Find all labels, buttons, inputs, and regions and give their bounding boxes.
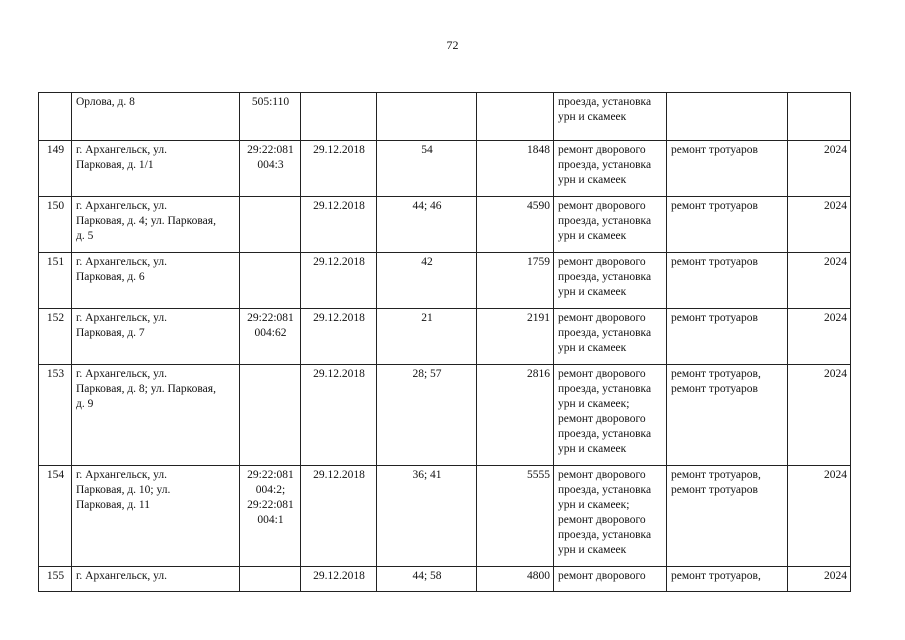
apartments-cell: 44; 46 (377, 197, 477, 253)
improvement-registry-table (38, 92, 851, 592)
area-cell: 1759 (477, 253, 554, 309)
table-row (39, 93, 851, 141)
table-row (39, 309, 851, 365)
cadastral-number-cell: 505:110 (240, 93, 301, 141)
apartments-cell: 44; 58 (377, 567, 477, 592)
cadastral-number-cell: 29:22:081 004:3 (240, 141, 301, 197)
sidewalk-works-cell: ремонт тротуаров (667, 253, 788, 309)
table-row (39, 567, 851, 592)
sidewalk-works-cell: ремонт тротуаров (667, 197, 788, 253)
table-row (39, 466, 851, 567)
yard-works-cell: проезда, установка урн и скамеек (554, 93, 667, 141)
yard-works-cell: ремонт дворового (554, 567, 667, 592)
year-cell: 2024 (788, 253, 851, 309)
area-cell: 4800 (477, 567, 554, 592)
address-cell: г. Архангельск, ул. Парковая, д. 8; ул. Парковая, д. 9 (72, 365, 240, 466)
address-cell: г. Архангельск, ул. Парковая, д. 7 (72, 309, 240, 365)
cadastral-number-cell: 29:22:081 004:62 (240, 309, 301, 365)
apartments-cell: 28; 57 (377, 365, 477, 466)
year-cell: 2024 (788, 309, 851, 365)
row-number-cell: 153 (39, 365, 72, 466)
cadastral-number-cell (240, 365, 301, 466)
table-row (39, 141, 851, 197)
area-cell (477, 93, 554, 141)
row-number-cell: 155 (39, 567, 72, 592)
area-cell: 4590 (477, 197, 554, 253)
date-cell: 29.12.2018 (301, 365, 377, 466)
date-cell: 29.12.2018 (301, 466, 377, 567)
address-cell: Орлова, д. 8 (72, 93, 240, 141)
year-cell: 2024 (788, 466, 851, 567)
table-row (39, 197, 851, 253)
year-cell: 2024 (788, 141, 851, 197)
sidewalk-works-cell: ремонт тротуаров, ремонт тротуаров (667, 466, 788, 567)
year-cell (788, 93, 851, 141)
yard-works-cell: ремонт дворового проезда, установка урн и скамеек (554, 253, 667, 309)
row-number-cell (39, 93, 72, 141)
table-row (39, 365, 851, 466)
sidewalk-works-cell: ремонт тротуаров, (667, 567, 788, 592)
table-body (39, 93, 851, 592)
sidewalk-works-cell: ремонт тротуаров (667, 309, 788, 365)
date-cell: 29.12.2018 (301, 567, 377, 592)
date-cell: 29.12.2018 (301, 253, 377, 309)
date-cell: 29.12.2018 (301, 197, 377, 253)
row-number-cell: 150 (39, 197, 72, 253)
yard-works-cell: ремонт дворового проезда, установка урн и скамеек (554, 309, 667, 365)
address-cell: г. Архангельск, ул. Парковая, д. 6 (72, 253, 240, 309)
date-cell: 29.12.2018 (301, 309, 377, 365)
address-cell: г. Архангельск, ул. Парковая, д. 4; ул. Парковая, д. 5 (72, 197, 240, 253)
apartments-cell (377, 93, 477, 141)
row-number-cell: 152 (39, 309, 72, 365)
yard-works-cell: ремонт дворового проезда, установка урн и скамеек (554, 197, 667, 253)
address-cell: г. Архангельск, ул. (72, 567, 240, 592)
year-cell: 2024 (788, 365, 851, 466)
page-number: 72 (446, 38, 459, 52)
address-cell: г. Архангельск, ул. Парковая, д. 10; ул. Парковая, д. 11 (72, 466, 240, 567)
cadastral-number-cell: 29:22:081 004:2; 29:22:081 004:1 (240, 466, 301, 567)
year-cell: 2024 (788, 197, 851, 253)
area-cell: 2191 (477, 309, 554, 365)
yard-works-cell: ремонт дворового проезда, установка урн и скамеек; ремонт дворового проезда, установка урн и скамеек (554, 466, 667, 567)
address-cell: г. Архангельск, ул. Парковая, д. 1/1 (72, 141, 240, 197)
apartments-cell: 54 (377, 141, 477, 197)
row-number-cell: 149 (39, 141, 72, 197)
date-cell: 29.12.2018 (301, 141, 377, 197)
cadastral-number-cell (240, 197, 301, 253)
date-cell (301, 93, 377, 141)
cadastral-number-cell (240, 567, 301, 592)
cadastral-number-cell (240, 253, 301, 309)
yard-works-cell: ремонт дворового проезда, установка урн и скамеек (554, 141, 667, 197)
sidewalk-works-cell: ремонт тротуаров, ремонт тротуаров (667, 365, 788, 466)
apartments-cell: 42 (377, 253, 477, 309)
area-cell: 2816 (477, 365, 554, 466)
sidewalk-works-cell (667, 93, 788, 141)
row-number-cell: 151 (39, 253, 72, 309)
area-cell: 5555 (477, 466, 554, 567)
year-cell: 2024 (788, 567, 851, 592)
row-number-cell: 154 (39, 466, 72, 567)
area-cell: 1848 (477, 141, 554, 197)
apartments-cell: 36; 41 (377, 466, 477, 567)
yard-works-cell: ремонт дворового проезда, установка урн и скамеек; ремонт дворового проезда, установка урн и скамеек (554, 365, 667, 466)
table-row (39, 253, 851, 309)
apartments-cell: 21 (377, 309, 477, 365)
sidewalk-works-cell: ремонт тротуаров (667, 141, 788, 197)
